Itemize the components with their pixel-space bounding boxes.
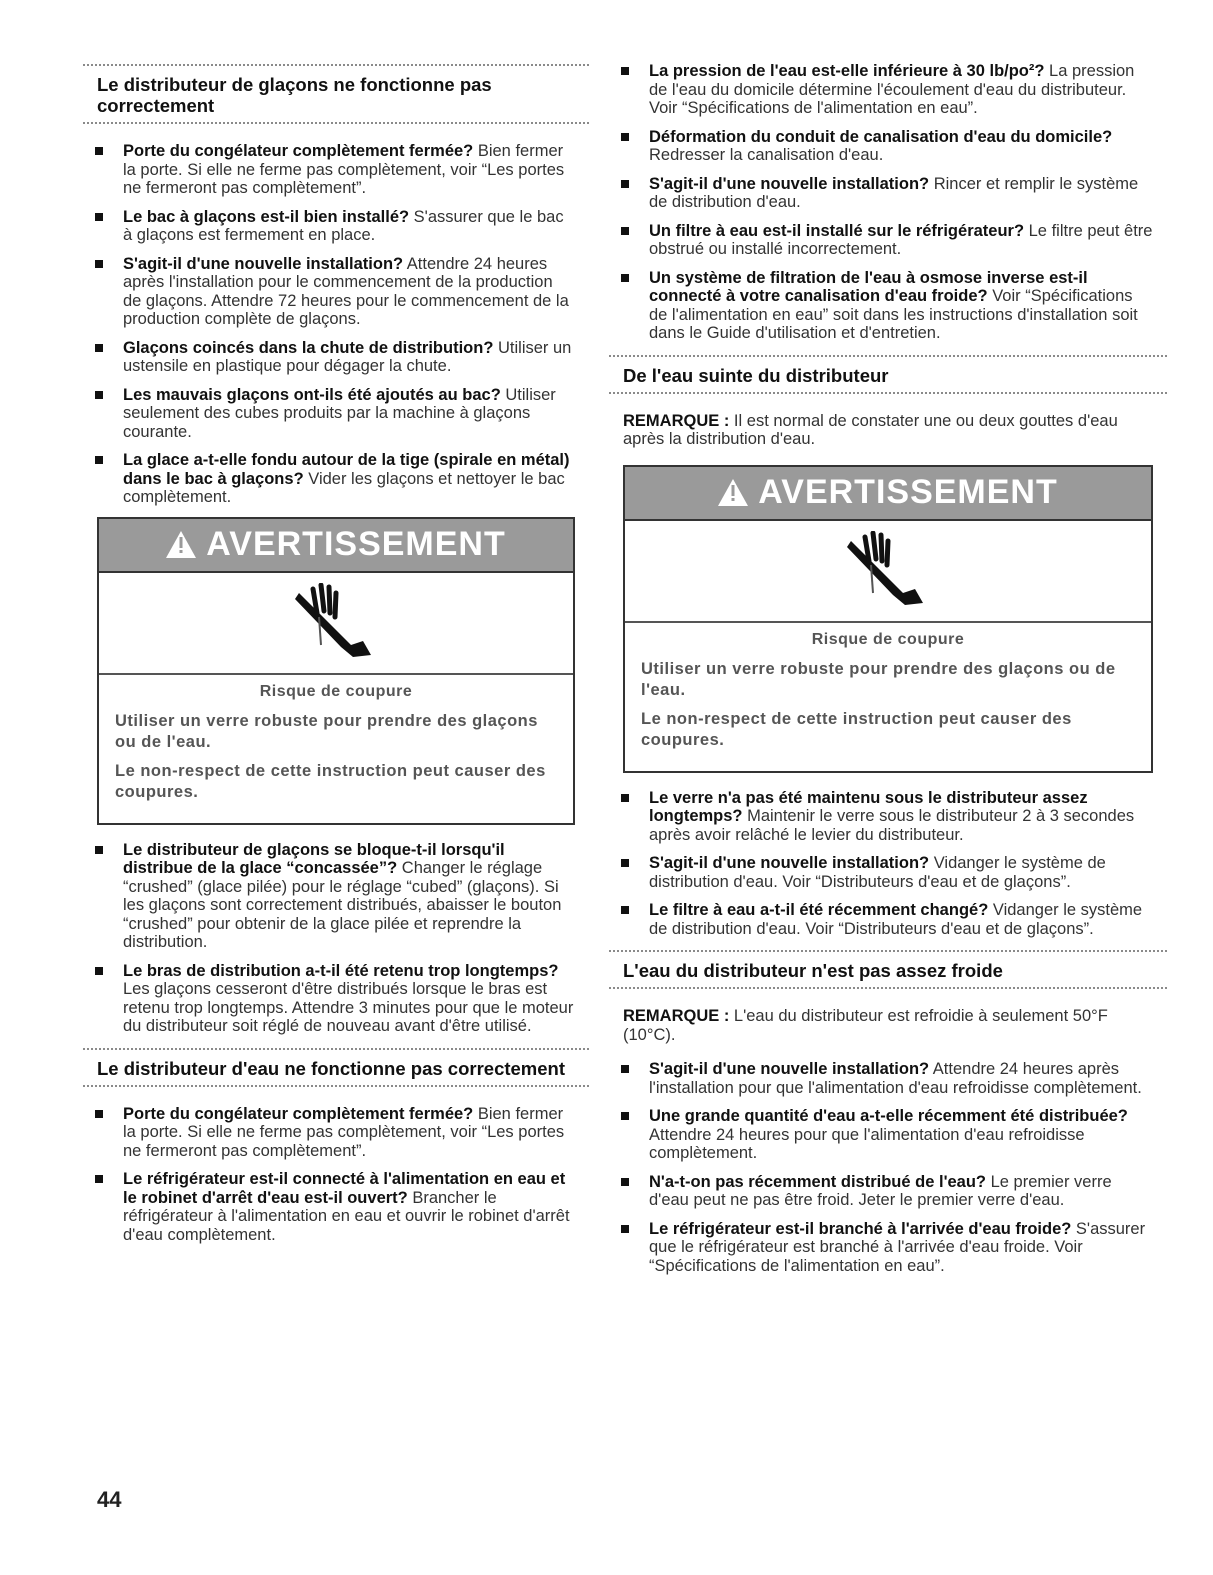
answer-text: Brancher le réfrigérateur à l'alimentation en eau et ouvrir le robinet d'arrêt d'eau complètement. [123, 1188, 570, 1244]
answer-text: S'assurer que le réfrigérateur est branché à l'arrivée d'eau froide. Voir “Spécifications de l'alimentation en eau”. [649, 1219, 1146, 1275]
square-bullet-icon [621, 133, 629, 141]
remark-label: REMARQUE : [623, 411, 730, 430]
section-heading: De l'eau suinte du distributeur [623, 364, 889, 386]
square-bullet-icon [621, 1065, 629, 1073]
list-item [97, 208, 575, 245]
list-item [97, 1105, 575, 1161]
answer-text: Maintenir le verre sous le distributeur 2 à 3 secondes après avoir relâché le levier du distributeur. [649, 807, 1135, 844]
question-list [97, 841, 575, 1036]
warning-instruction: Utiliser un verre robuste pour prendre des glaçons ou de l'eau. [115, 711, 538, 751]
answer-text: Redresser la canalisation d'eau. [649, 146, 884, 164]
answer-text: S'assurer que le bac à glaçons est fermement en place. [123, 207, 564, 244]
question-text: S'agit-il d'une nouvelle installation? [649, 174, 930, 193]
answer-text: Le filtre peut être obstrué ou installé incorrectement. [649, 221, 1153, 258]
question-text: Déformation du conduit de canalisation d'eau du domicile? [649, 127, 1113, 146]
question-list [623, 1060, 1153, 1275]
warning-risk: Risque de coupure [259, 682, 413, 700]
page-number: 44 [97, 1487, 122, 1512]
question-text: Porte du congélateur complètement fermée? [123, 1104, 474, 1123]
list-item [623, 1173, 1153, 1210]
square-bullet-icon [621, 274, 629, 282]
answer-text: Utiliser seulement des cubes produits par la machine à glaçons courante. [123, 385, 556, 441]
warning-title: AVERTISSEMENT [758, 473, 1058, 511]
square-bullet-icon [95, 1175, 103, 1183]
answer-text: Les glaçons cesseront d'être distribués lorsque le bras est retenu trop longtemps. Attendre 3 minutes pour que le moteur du distributeur soit réglé de nouveau avant d'être utilisé. [123, 980, 574, 1035]
square-bullet-icon [95, 344, 103, 352]
list-item [623, 222, 1153, 259]
answer-text: La pression de l'eau du domicile détermine l'écoulement d'eau du distributeur. Voir “Spécifications de l'alimentation en eau”. [649, 62, 1135, 117]
question-text: Le réfrigérateur est-il connecté à l'alimentation en eau et le robinet d'arrêt d'eau est-il ouvert? [123, 1170, 566, 1207]
question-list [623, 62, 1153, 343]
answer-text: Rincer et remplir le système de distribution d'eau. [649, 174, 1139, 211]
remark [623, 412, 1153, 449]
warning-risk: Risque de coupure [811, 630, 965, 648]
list-item [97, 142, 575, 198]
section-header-water-drip [623, 353, 1153, 396]
warning-box [623, 465, 1153, 773]
question-text: Le distributeur de glaçons se bloque-t-il lorsqu'il distribue de la glace “concassée”? [123, 840, 505, 877]
question-text: Porte du congélateur complètement fermée? [123, 142, 474, 160]
answer-text: Vider les glaçons et nettoyer le bac complètement. [123, 469, 565, 506]
list-item [97, 841, 575, 952]
square-bullet-icon [621, 794, 629, 802]
list-item [97, 451, 575, 507]
answer-text: Changer le réglage “crushed” (glace pilée) pour le réglage “cubed” (glaçons). Si les glaçons sont correctement distribués, abaisser le bouton “crushed” pour obtenir de la glace pilée et reprendre la distribution. [123, 859, 562, 951]
answer-text: Le premier verre d'eau peut ne pas être froid. Jeter le premier verre d'eau. [649, 1172, 1112, 1209]
remark-label: REMARQUE : [623, 1007, 730, 1025]
list-item [623, 1060, 1153, 1097]
question-text: La pression de l'eau est-elle inférieure à 30 lb/po²? [649, 62, 1045, 80]
list-item [623, 854, 1153, 891]
section-header-ice-dispenser [97, 62, 575, 126]
answer-text: Attendre 24 heures après l'installation pour que l'alimentation d'eau refroidisse complètement. [649, 1060, 1142, 1097]
question-text: S'agit-il d'une nouvelle installation? [649, 1060, 930, 1078]
question-text: Glaçons coincés dans la chute de distribution? [123, 338, 494, 357]
answer-text: Attendre 24 heures après l'installation pour le commencement de la production de glaçons. Attendre 72 heures pour le commencement de la production complète de glaçons. [123, 254, 569, 328]
square-bullet-icon [621, 67, 629, 75]
list-item [623, 1220, 1153, 1276]
square-bullet-icon [621, 859, 629, 867]
list-item [97, 339, 575, 376]
question-text: Le verre n'a pas été maintenu sous le distributeur assez longtemps? [649, 788, 1088, 825]
question-text: Une grande quantité d'eau a-t-elle récemment été distribuée? [649, 1107, 1128, 1125]
square-bullet-icon [95, 391, 103, 399]
warning-box [97, 517, 575, 825]
list-item [97, 1170, 575, 1244]
square-bullet-icon [621, 227, 629, 235]
question-text: Un système de filtration de l'eau à osmose inverse est-il connecté à votre canalisation d'eau froide? [649, 268, 1088, 305]
square-bullet-icon [95, 1110, 103, 1118]
square-bullet-icon [95, 147, 103, 155]
warning-banner [99, 519, 573, 573]
square-bullet-icon [95, 846, 103, 854]
question-text: S'agit-il d'une nouvelle installation? [649, 854, 930, 872]
broken-glass-hand-icon [843, 531, 933, 611]
answer-text: Vidanger le système de distribution d'eau. Voir “Distributeurs d'eau et de glaçons”. [649, 854, 1106, 891]
question-text: S'agit-il d'une nouvelle installation? [123, 254, 404, 273]
warning-banner [625, 467, 1151, 521]
right-column [623, 62, 1153, 1285]
list-item [97, 962, 575, 1036]
list-item [623, 269, 1153, 343]
square-bullet-icon [621, 1178, 629, 1186]
list-item [623, 789, 1153, 845]
square-bullet-icon [95, 213, 103, 221]
warning-consequence: Le non-respect de cette instruction peut causer des coupures. [641, 709, 1072, 749]
broken-glass-hand-icon [291, 583, 381, 663]
question-text: Le bras de distribution a-t-il été retenu trop longtemps? [123, 961, 559, 980]
warning-instruction: Utiliser un verre robuste pour prendre des glaçons ou de l'eau. [641, 659, 1116, 699]
question-list [97, 142, 575, 507]
list-item [623, 901, 1153, 938]
list-item [97, 255, 575, 329]
question-text: N'a-t-on pas récemment distribué de l'eau? [649, 1172, 987, 1191]
answer-text: Utiliser un ustensile en plastique pour dégager la chute. [123, 338, 572, 375]
section-heading: Le distributeur d'eau ne fonctionne pas correctement [97, 1057, 566, 1079]
question-text: Le filtre à eau a-t-il été récemment changé? [649, 901, 989, 919]
section-heading: Le distributeur de glaçons ne fonctionne pas correctement [97, 74, 492, 116]
square-bullet-icon [621, 1112, 629, 1120]
section-heading: L'eau du distributeur n'est pas assez froide [623, 960, 1003, 981]
remark-text: Il est normal de constater une ou deux gouttes d'eau après la distribution d'eau. [623, 411, 1118, 448]
list-item [623, 175, 1153, 212]
question-text: Le bac à glaçons est-il bien installé? [123, 207, 410, 226]
square-bullet-icon [95, 456, 103, 464]
remark-text: L'eau du distributeur est refroidie à seulement 50°F (10°C). [623, 1007, 1108, 1044]
question-text: Les mauvais glaçons ont-ils été ajoutés au bac? [123, 385, 501, 404]
question-text: Un filtre à eau est-il installé sur le réfrigérateur? [649, 221, 1025, 240]
warning-consequence: Le non-respect de cette instruction peut causer des coupures. [115, 761, 546, 801]
section-header-water-cold [623, 948, 1153, 991]
square-bullet-icon [95, 967, 103, 975]
list-item [623, 62, 1153, 118]
answer-text: Attendre 24 heures pour que l'alimentation d'eau refroidisse complètement. [649, 1125, 1085, 1162]
left-column [97, 62, 575, 1254]
square-bullet-icon [621, 180, 629, 188]
list-item [97, 386, 575, 442]
square-bullet-icon [621, 906, 629, 914]
question-list [97, 1105, 575, 1245]
square-bullet-icon [621, 1225, 629, 1233]
warning-triangle-icon [718, 479, 748, 506]
answer-text: Voir “Spécifications de l'alimentation en eau” soit dans les instructions d'installation soit dans le Guide d'utilisation et d'entretien. [649, 287, 1138, 342]
section-header-water-dispenser [97, 1046, 575, 1089]
list-item [623, 128, 1153, 165]
warning-triangle-icon [166, 531, 196, 558]
warning-title: AVERTISSEMENT [206, 525, 506, 563]
remark [623, 1007, 1153, 1044]
answer-text: Bien fermer la porte. Si elle ne ferme pas complètement, voir “Les portes ne fermeront pas complètement”. [123, 142, 565, 197]
answer-text: Bien fermer la porte. Si elle ne ferme pas complètement, voir “Les portes ne fermeront pas complètement”. [123, 1104, 565, 1160]
question-text: Le réfrigérateur est-il branché à l'arrivée d'eau froide? [649, 1219, 1072, 1238]
list-item [623, 1107, 1153, 1163]
question-list [623, 789, 1153, 939]
square-bullet-icon [95, 260, 103, 268]
answer-text: Vidanger le système de distribution d'eau. Voir “Distributeurs d'eau et de glaçons”. [649, 901, 1143, 938]
question-text: La glace a-t-elle fondu autour de la tige (spirale en métal) dans le bac à glaçons? [123, 451, 570, 488]
